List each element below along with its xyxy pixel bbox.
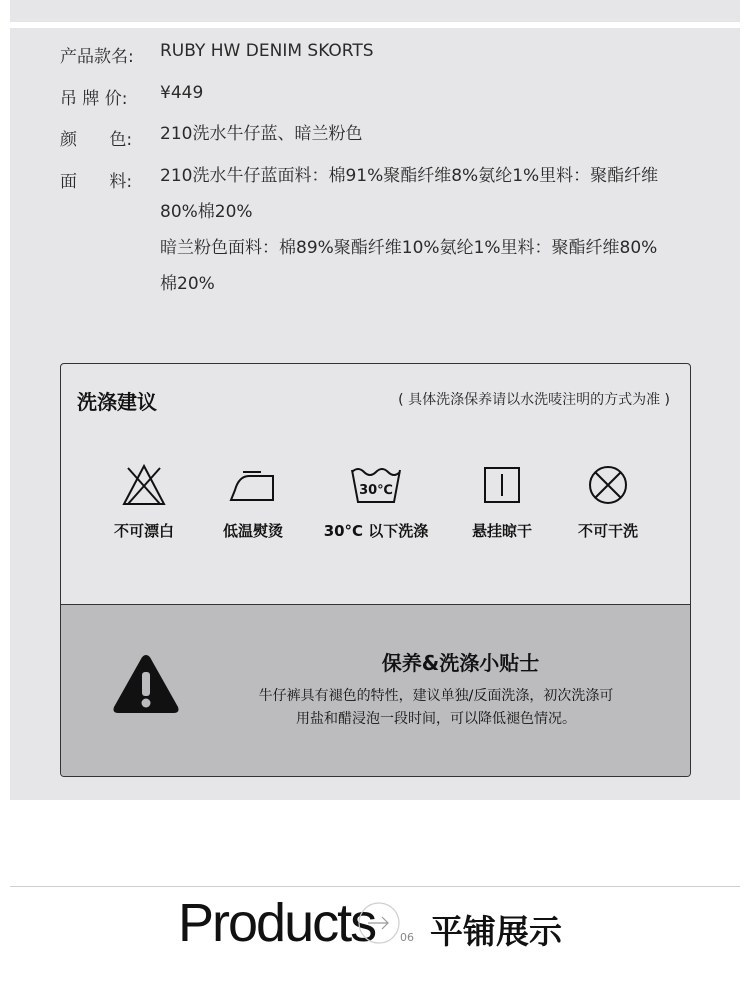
care-tips-section — [61, 604, 690, 777]
care-title: 洗涤建议 — [77, 390, 157, 414]
care-item-low-iron — [193, 462, 313, 541]
spec-value — [160, 158, 700, 302]
spec-value — [160, 75, 700, 111]
care-item-wash-30 — [316, 462, 436, 541]
care-label: 不可干洗 — [577, 522, 638, 540]
tips-line: 用盐和醋浸泡一段时间，可以降低褪色情况。 — [296, 711, 576, 727]
no-dry-clean-icon — [585, 462, 631, 508]
spec-line: 210洗水牛仔蓝面料：棉91%聚酯纤维8%氨纶1%里料：聚酯纤维 — [160, 166, 659, 186]
products-heading-en: Products — [178, 893, 376, 953]
care-note: ( 具体洗涤保养请以水洗唛注明的方式为准 ) — [398, 392, 670, 408]
spec-line: RUBY HW DENIM SKORTS — [160, 41, 374, 61]
care-label: 悬挂晾干 — [471, 522, 532, 540]
top-strip — [10, 0, 740, 22]
spec-line: 暗兰粉色面料：棉89%聚酯纤维10%氨纶1%里料：聚酯纤维80% — [160, 238, 658, 258]
tips-body — [211, 685, 661, 731]
care-label: 低温熨烫 — [222, 522, 283, 540]
spec-line: 210洗水牛仔蓝、暗兰粉色 — [160, 124, 363, 144]
tips-line: 牛仔裤具有褪色的特性，建议单独/反面洗涤，初次洗涤可 — [258, 688, 614, 704]
care-item-no-dry-clean — [548, 462, 668, 541]
spec-value — [160, 116, 700, 152]
section-number: 06 — [400, 931, 414, 944]
section-divider — [10, 886, 740, 887]
care-label: 30°C 以下洗涤 — [323, 522, 429, 540]
spec-value — [160, 33, 700, 69]
product-info-panel — [10, 28, 740, 800]
care-icons-row — [61, 462, 690, 562]
care-item-no-bleach — [84, 462, 204, 541]
hang-dry-icon — [479, 462, 525, 508]
no-bleach-icon — [120, 462, 168, 508]
low-iron-icon — [225, 462, 281, 508]
care-label: 不可漂白 — [113, 522, 174, 540]
care-instructions-box — [60, 363, 691, 777]
circle-arrow-icon — [356, 900, 402, 946]
wash-30-icon — [348, 462, 404, 508]
spec-label: 吊 牌 价: — [60, 89, 128, 109]
care-item-hang-dry — [442, 462, 562, 541]
spec-label: 颜 色: — [60, 130, 133, 150]
spec-label: 产品款名: — [60, 47, 134, 67]
spec-label: 面 料: — [60, 172, 133, 192]
tips-title: 保养&洗涤小贴士 — [381, 651, 540, 675]
spec-line: ¥449 — [160, 83, 204, 103]
wash-temp-text: 30℃ — [359, 483, 393, 498]
products-heading-cn: 平铺展示 — [430, 912, 562, 951]
spec-line: 80%棉20% — [160, 202, 253, 222]
spec-line: 棉20% — [160, 274, 215, 294]
